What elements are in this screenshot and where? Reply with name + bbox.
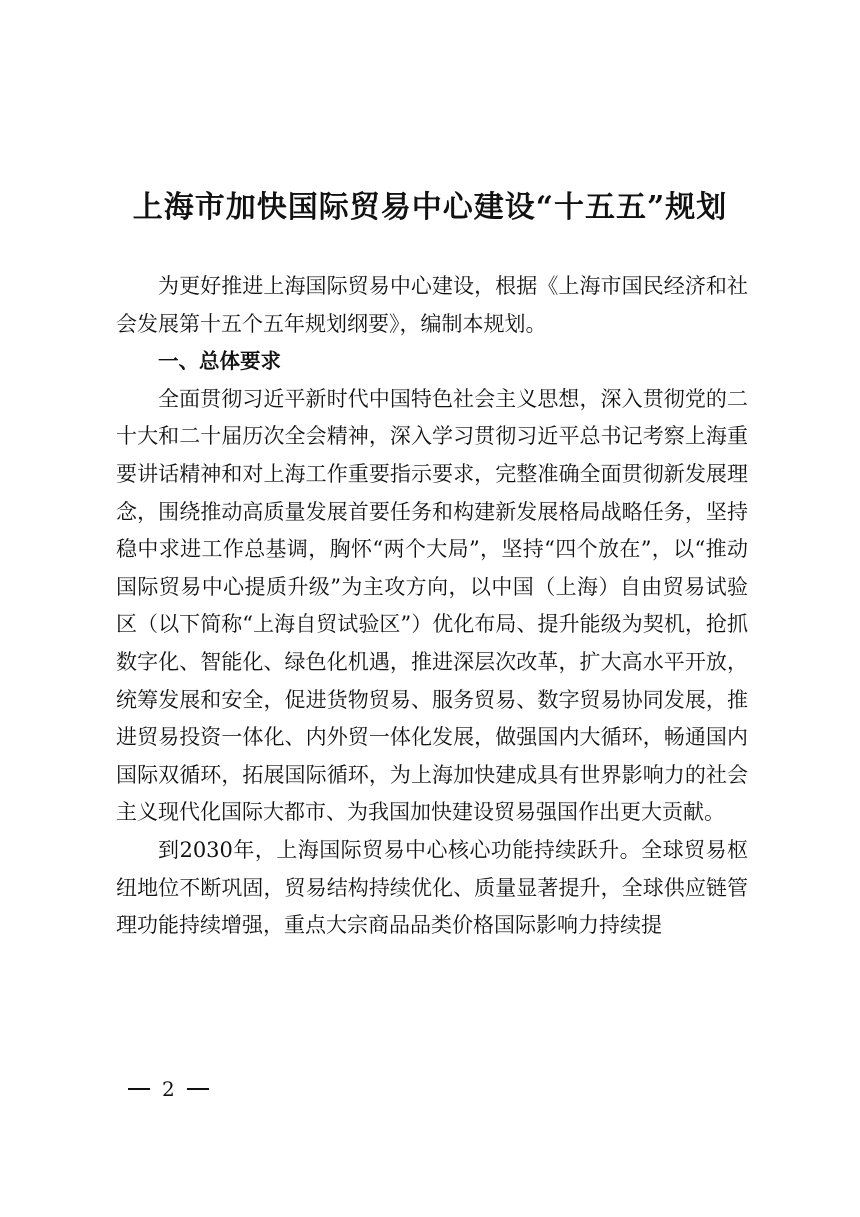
footer-dash-left: [128, 1088, 150, 1090]
body-paragraph: 到2030年，上海国际贸易中心核心功能持续跃升。全球贸易枢纽地位不断巩固，贸易结构持续优化、质量显著提升，全球供应链管理功能持续增强，重点大宗商品品类价格国际影响力持续提: [116, 837, 748, 938]
intro-paragraph: 为更好推进上海国际贸易中心建设，根据《上海市国民经济和社会发展第十五个五年规划纲要》，编制本规划。: [116, 274, 748, 336]
page-number: 2: [162, 1077, 175, 1101]
section-heading: 一、总体要求: [158, 349, 281, 374]
page-footer: [128, 1074, 209, 1104]
footer-dash-right: [187, 1088, 209, 1090]
document-body: [116, 268, 748, 945]
document-title: 上海市加快国际贸易中心建设“十五五”规划: [132, 190, 728, 225]
body-paragraph: 全面贯彻习近平新时代中国特色社会主义思想，深入贯彻党的二十大和二十届历次全会精神，深入学习贯彻习近平总书记考察上海重要讲话精神和对上海工作重要指示要求，完整准确全面贯彻新发展理念，围绕推动高质量发展首要任务和构建新发展格局战略任务，坚持稳中求进工作总基调，胸怀“两个大局”，坚持“四个放在”，以“推动国际贸易中心提质升级”为主攻方向，以中国（上海）自由贸易试验区（以下简称“上海自贸试验区”）优化布局、提升能级为契机，抢抓数字化、智能化、绿色化机遇，推进深层次改革，扩大高水平开放，统筹发展和安全，促进货物贸易、服务贸易、数字贸易协同发展，推进贸易投资一体化、内外贸一体化发展，做强国内大循环，畅通国内国际双循环，拓展国际循环，为上海加快建成具有世界影响力的社会主义现代化国际大都市、为我国加快建设贸易强国作出更大贡献。: [116, 386, 748, 825]
